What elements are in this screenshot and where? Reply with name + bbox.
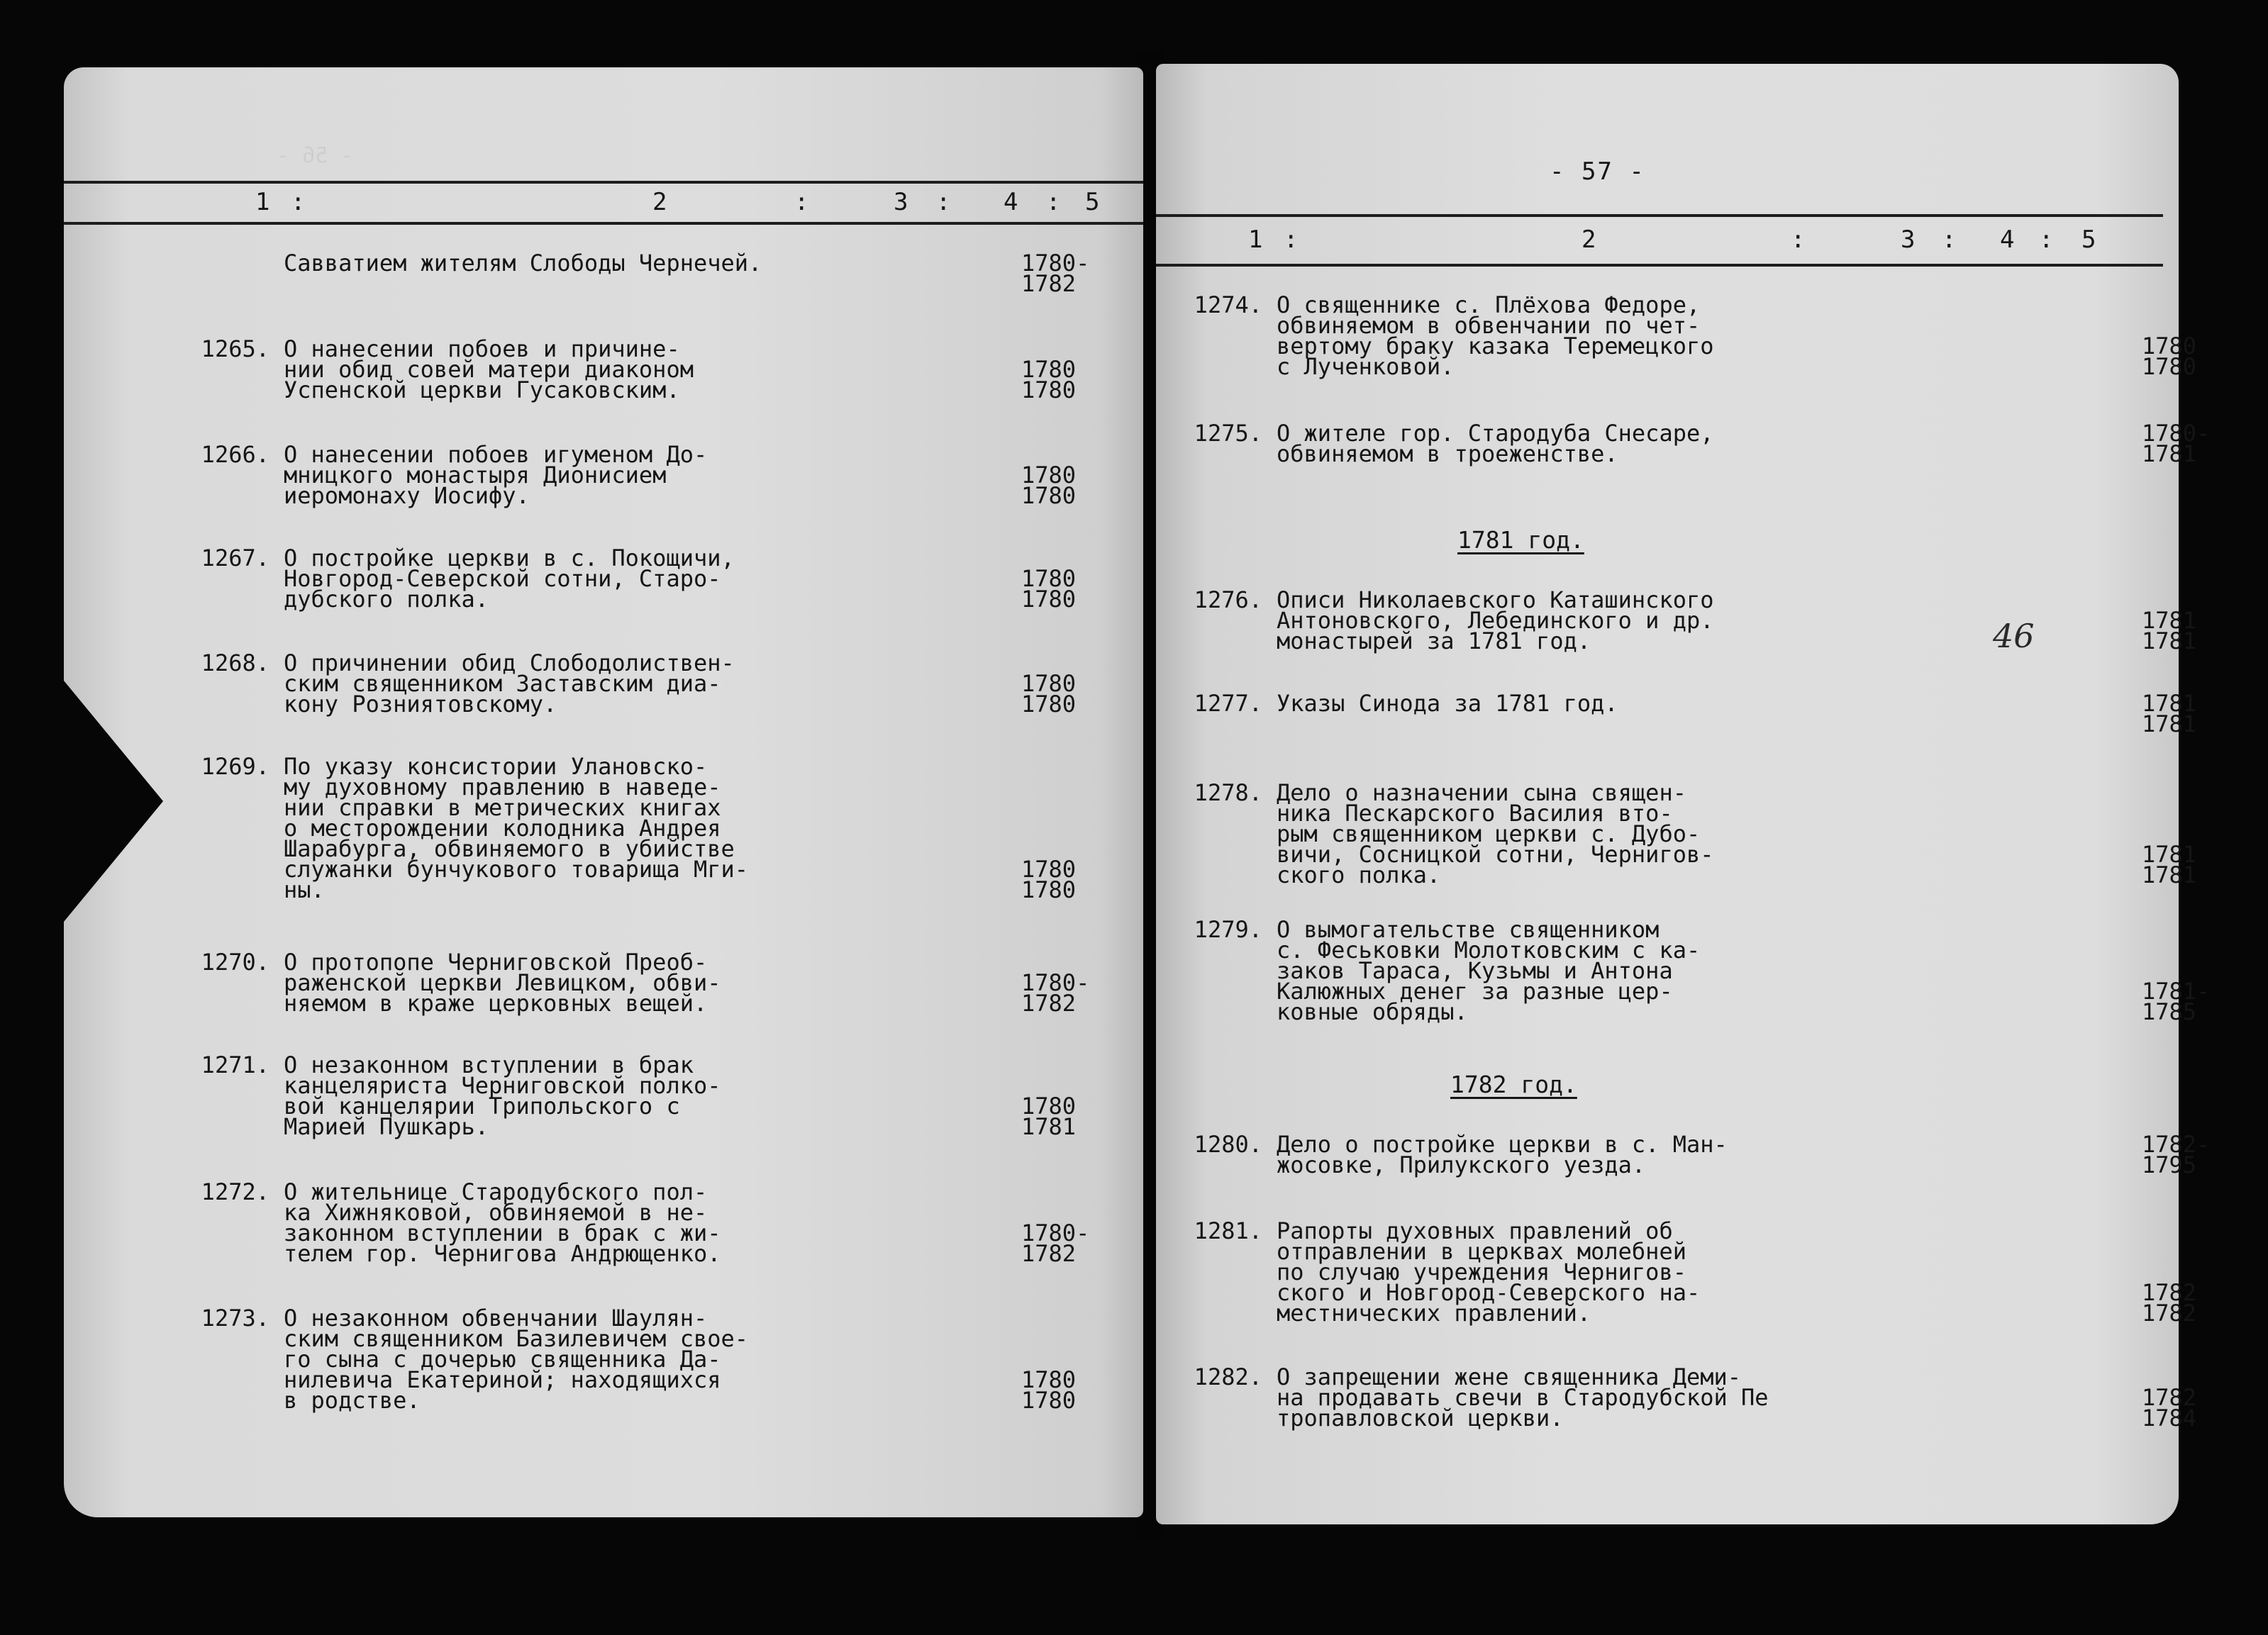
column-number: 1 [1248,225,1264,254]
entry-number: 1275. [1194,420,1262,447]
column-header-rule-bottom [64,222,1143,225]
column-header [1156,225,2179,254]
column-number: 4 [1004,188,1020,216]
entry-description: О нанесении побоев и причине- нии обид совей матери диаконом Успенской церкви Гусаковским. [284,335,694,403]
column-separator: : [291,188,307,216]
entry-description: О незаконном вступлении в брак канцеляриста Черниговской полко- вой канцелярии Трипольского с Марией Пушкарь. [284,1051,721,1140]
entry-dates: 1780- 1781 [2142,420,2211,467]
entry-description: О запрещении жене священника Деми- на продавать свечи в Стародубской Пе тропавловской церкви. [1277,1363,1769,1432]
entry-number: 1279. [1194,916,1262,943]
entry-description: О протопопе Черниговской Преоб- раженской церкви Левицком, обви- няемом в краже церковных вещей. [284,949,721,1017]
entry-number: 1267. [201,545,269,571]
column-header-rule-top [64,181,1143,184]
entry-description: О причинении обид Слободолиствен- ским священником Заставским диа- кону Розниятовскому. [284,649,735,718]
entry-description: О священнике с. Плёхова Федоре, обвиняемом в обвенчании по чет- вертому браку казака Теремецкого с Лученковой. [1277,291,1714,380]
entry-number: 1265. [201,335,269,362]
entry-number: 1277. [1194,690,1262,717]
entry-dates: 1780 1780 [1021,356,1077,403]
entry-dates: 1780 1781 [1021,1093,1077,1140]
archive-sheet-number: 46 [1993,617,2035,655]
entry-dates: 1780 1780 [1021,1366,1077,1414]
entry-number: 1270. [201,949,269,976]
entry-number: 1274. [1194,291,1262,318]
column-separator: : [1046,188,1062,216]
entry-description: Указы Синода за 1781 год. [1277,690,1618,717]
entry-number: 1280. [1194,1131,1262,1158]
entry-number: 1278. [1194,779,1262,806]
entry-dates: 1780 1780 [1021,462,1077,509]
column-number: 5 [1085,188,1101,216]
entry-dates: 1781 1781 [2142,690,2197,737]
entry-number: 1273. [201,1305,269,1332]
entry-dates: 1780- 1782 [1021,250,1090,297]
entry-description: Рапорты духовных правлений об отправлении в церквах молебней по случаю учреждения Чернигов- ского и Новгород-Северского на- местнических правлений. [1277,1217,1701,1327]
entry-description: Савватием жителям Слободы Чернечей. [284,250,762,277]
left-page [64,67,1143,1517]
entry-description: О жителе гор. Стародуба Снесаре, обвиняемом в троеженстве. [1277,420,1714,467]
entry-dates: 1780 1780 [1021,565,1077,613]
right-page [1156,64,2211,1524]
entry-dates: 1782- 1795 [2142,1131,2211,1178]
entry-description: Описи Николаевского Каташинского Антоновского, Лебединского и др. монастырей за 1781 год. [1277,586,1714,654]
bleed-through-text: - 56 - [277,143,354,168]
entry-description: По указу консистории Улановско- му духовному правлению в наведе- нии справки в метрических книгах о месторождении колодника Андрея Шарабурга, обвиняемого в убийстве служанки бунчукового товарища Мги- ны. [284,753,749,903]
entry-dates: 1782 1784 [2142,1384,2197,1432]
column-separator: : [1791,225,1807,254]
entry-dates: 1780- 1782 [1021,1220,1090,1267]
entry-number: 1282. [1194,1363,1262,1390]
column-number: 2 [652,188,669,216]
entry-dates: 1781 1781 [2142,607,2197,654]
entry-description: О жительнице Стародубского пол- ка Хижняковой, обвиняемой в не- законном вступлении в брак с жи- телем гор. Чернигова Андрющенко. [284,1178,721,1267]
entry-dates: 1780 1780 [2142,333,2197,380]
entry-description: О незаконном обвенчании Шаулян- ским священником Базилевичем свое- го сына с дочерью священника Да- нилевича Екатериной; находящихся в родстве. [284,1305,749,1414]
column-number: 3 [894,188,910,216]
entry-description: Дело о постройке церкви в с. Ман- жосовке, Прилукского уезда. [1277,1131,1728,1178]
year-heading: 1781 год. [1457,526,1584,554]
year-heading: 1782 год. [1450,1071,1577,1098]
column-separator: : [1284,225,1300,254]
column-number: 4 [2000,225,2016,254]
column-separator: : [794,188,811,216]
column-number: 5 [2081,225,2098,254]
column-separator: : [1942,225,1958,254]
binding-shadow [64,681,163,922]
entry-dates: 1782 1782 [2142,1279,2197,1327]
entry-number: 1276. [1194,586,1262,613]
entry-dates: 1780 1780 [1021,856,1077,903]
entry-number: 1268. [201,649,269,676]
entry-dates: 1781 1781 [2142,841,2197,888]
column-separator: : [2039,225,2055,254]
entry-description: О постройке церкви в с. Покощичи, Новгород-Северской сотни, Старо- дубского полка. [284,545,735,613]
entry-description: Дело о назначении сына священ- ника Пескарского Василия вто- рым священником церкви с. Дубо- вичи, Сосницкой сотни, Чернигов- ского полка. [1277,779,1714,888]
entry-number: 1281. [1194,1217,1262,1244]
entry-number: 1269. [201,753,269,780]
column-separator: : [936,188,952,216]
column-header-rule-bottom [1156,264,2163,267]
entry-number: 1271. [201,1051,269,1078]
column-header [64,188,1143,216]
column-number: 1 [255,188,272,216]
entry-dates: 1780 1780 [1021,670,1077,718]
entry-description: О нанесении побоев игуменом До- мницкого монастыря Дионисием иеромонаху Иосифу. [284,441,708,509]
entry-dates: 1781- 1785 [2142,978,2211,1025]
column-number: 2 [1582,225,1598,254]
entry-description: О вымогательстве священником с. Феськовки Молотковским с ка- заков Тараса, Кузьмы и Антона Калюжных денег за разные цер- ковные обряды. [1277,916,1701,1025]
column-header-rule-top [1156,214,2163,217]
entry-number: 1266. [201,441,269,468]
entry-number: 1272. [201,1178,269,1205]
entry-dates: 1780- 1782 [1021,969,1090,1017]
column-number: 3 [1901,225,1917,254]
page-number: - 57 - [1550,157,1645,186]
